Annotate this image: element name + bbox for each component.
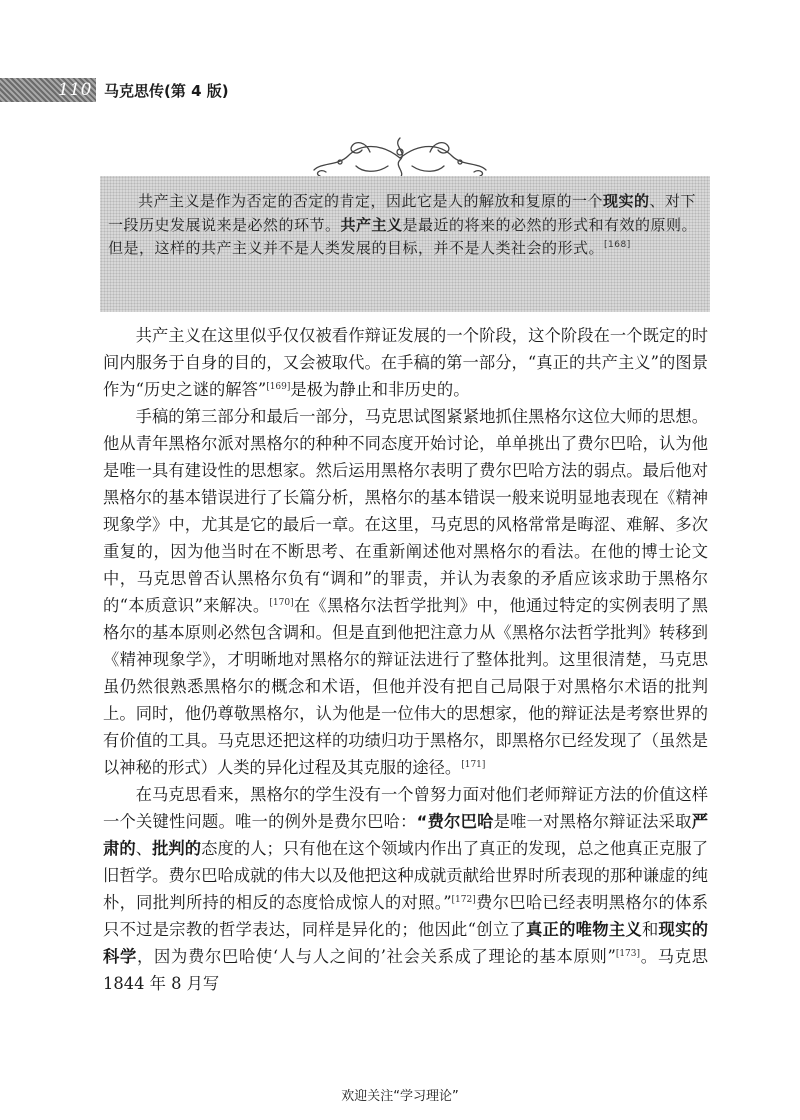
quote-segment: 、对下一段历史发展说来是必然的环节。 [108,192,697,234]
bold-text: “费尔巴哈 [416,812,494,831]
text-segment: 费尔巴哈已经表明黑格尔的体系只不过是宗教的哲学表达，同样是异化的；他因此“创立了 [103,893,708,939]
text-segment: 。马克思 1844 年 8 月写 [103,947,708,993]
bold-text: 真正的唯物主义 [525,920,642,939]
quote-segment: 共产主义是作为否定的否定的肯定，因此它是人的解放和复原的一个 [138,192,604,210]
bold-text: 批判的 [152,839,202,858]
body-text [103,322,708,997]
paragraph [103,781,708,997]
epigraph-quote-box [100,176,710,312]
text-segment: 是唯一对黑格尔辩证法采取 [493,812,692,831]
flourish-ornament-icon [300,132,500,180]
quote-segment: 是最近的将来的必然的形式和有效的原则。但是，这样的共产主义并不是人类发展的目标，并不是人类社会的形式。 [108,215,698,257]
text-segment: 手稿的第三部分和最后一部分，马克思试图紧紧地抓住黑格尔这位大师的思想。他从青年黑格尔派对黑格尔的种种不同态度开始讨论，单单挑出了费尔巴哈，认为他是唯一具有建设性的思想家。然后运用黑格尔表明了费尔巴哈方法的弱点。最后他对黑格尔的基本错误进行了长篇分析，黑格尔的基本错误一般来说明显地表现在《精神现象学》中，尤其是它的最后一章。在这里，马克思的风格常常是晦涩、难解、多次重复的，因为他当时在不断思考、在重新阐述他对黑格尔的看法。在他的博士论文中，马克思曾否认黑格尔负有“调和”的罪责，并认为表象的矛盾应该求助于黑格尔的“本质意识”来解决。 [103,407,708,615]
bold-text: 现实的科学 [103,920,708,966]
text-segment: ，因为费尔巴哈使‘人与人之间的’社会关系成了理论的基本原则” [136,947,616,966]
book-title: 马克思传(第 4 版) [104,81,229,100]
footnote-ref: [173] [615,949,641,959]
epigraph-quote [108,190,698,261]
paragraph [103,322,708,403]
paragraph [103,403,708,781]
text-segment: 态度的人；只有他在这个领域内作出了真正的发现，总之他真正克服了旧哲学。费尔巴哈成就的伟大以及他把这种成就贡献给世界时所表现的那种谦虚的纯朴，同批判所持的相反的态度恰成惊人的对照。” [103,839,708,912]
footnote-ref: [171] [461,760,486,770]
text-segment: 在马克思看来，黑格尔的学生没有一个曾努力面对他们老师辩证方法的价值这样一个关键性问题。唯一的例外是费尔巴哈： [103,785,708,831]
text-segment: 是极为静止和非历史的。 [290,380,470,399]
page-number: 110 [58,80,92,100]
footnote-ref: [170] [269,598,294,608]
quote-emphasis: 现实的 [603,192,650,210]
page-number-bar [0,78,96,102]
footnote-ref: [169] [266,382,291,392]
footnote-ref: [168] [604,240,631,250]
footnote-ref: [172] [451,895,476,905]
page-footer: 欢迎关注“学习理论” [341,1089,459,1104]
text-segment: 在《黑格尔法哲学批判》中，他通过特定的实例表明了黑格尔的基本原则必然包含调和。但是直到他把注意力从《黑格尔法哲学批判》转移到《精神现象学》，才明晰地对黑格尔的辩证法进行了整体批判。这里很清楚，马克思虽仍然很熟悉黑格尔的概念和术语，但他并没有把自己局限于对黑格尔术语的批判上。同时，他仍尊敬黑格尔，认为他是一位伟大的思想家，他的辩证法是考察世界的有价值的工具。马克思还把这样的功绩归功于黑格尔，即黑格尔已经发现了（虽然是以神秘的形式）人类的异化过程及其克服的途径。 [103,596,708,777]
running-header [0,78,229,102]
text-segment: 、 [135,839,153,858]
bold-text: 严肃的 [103,812,708,858]
text-segment: 共产主义在这里似乎仅仅被看作辩证发展的一个阶段，这个阶段在一个既定的时间内服务于自身的目的，又会被取代。在手稿的第一部分，“真正的共产主义”的图景作为“历史之谜的解答” [103,326,708,399]
text-segment: 和 [641,920,659,939]
quote-emphasis: 共产主义 [340,215,403,234]
